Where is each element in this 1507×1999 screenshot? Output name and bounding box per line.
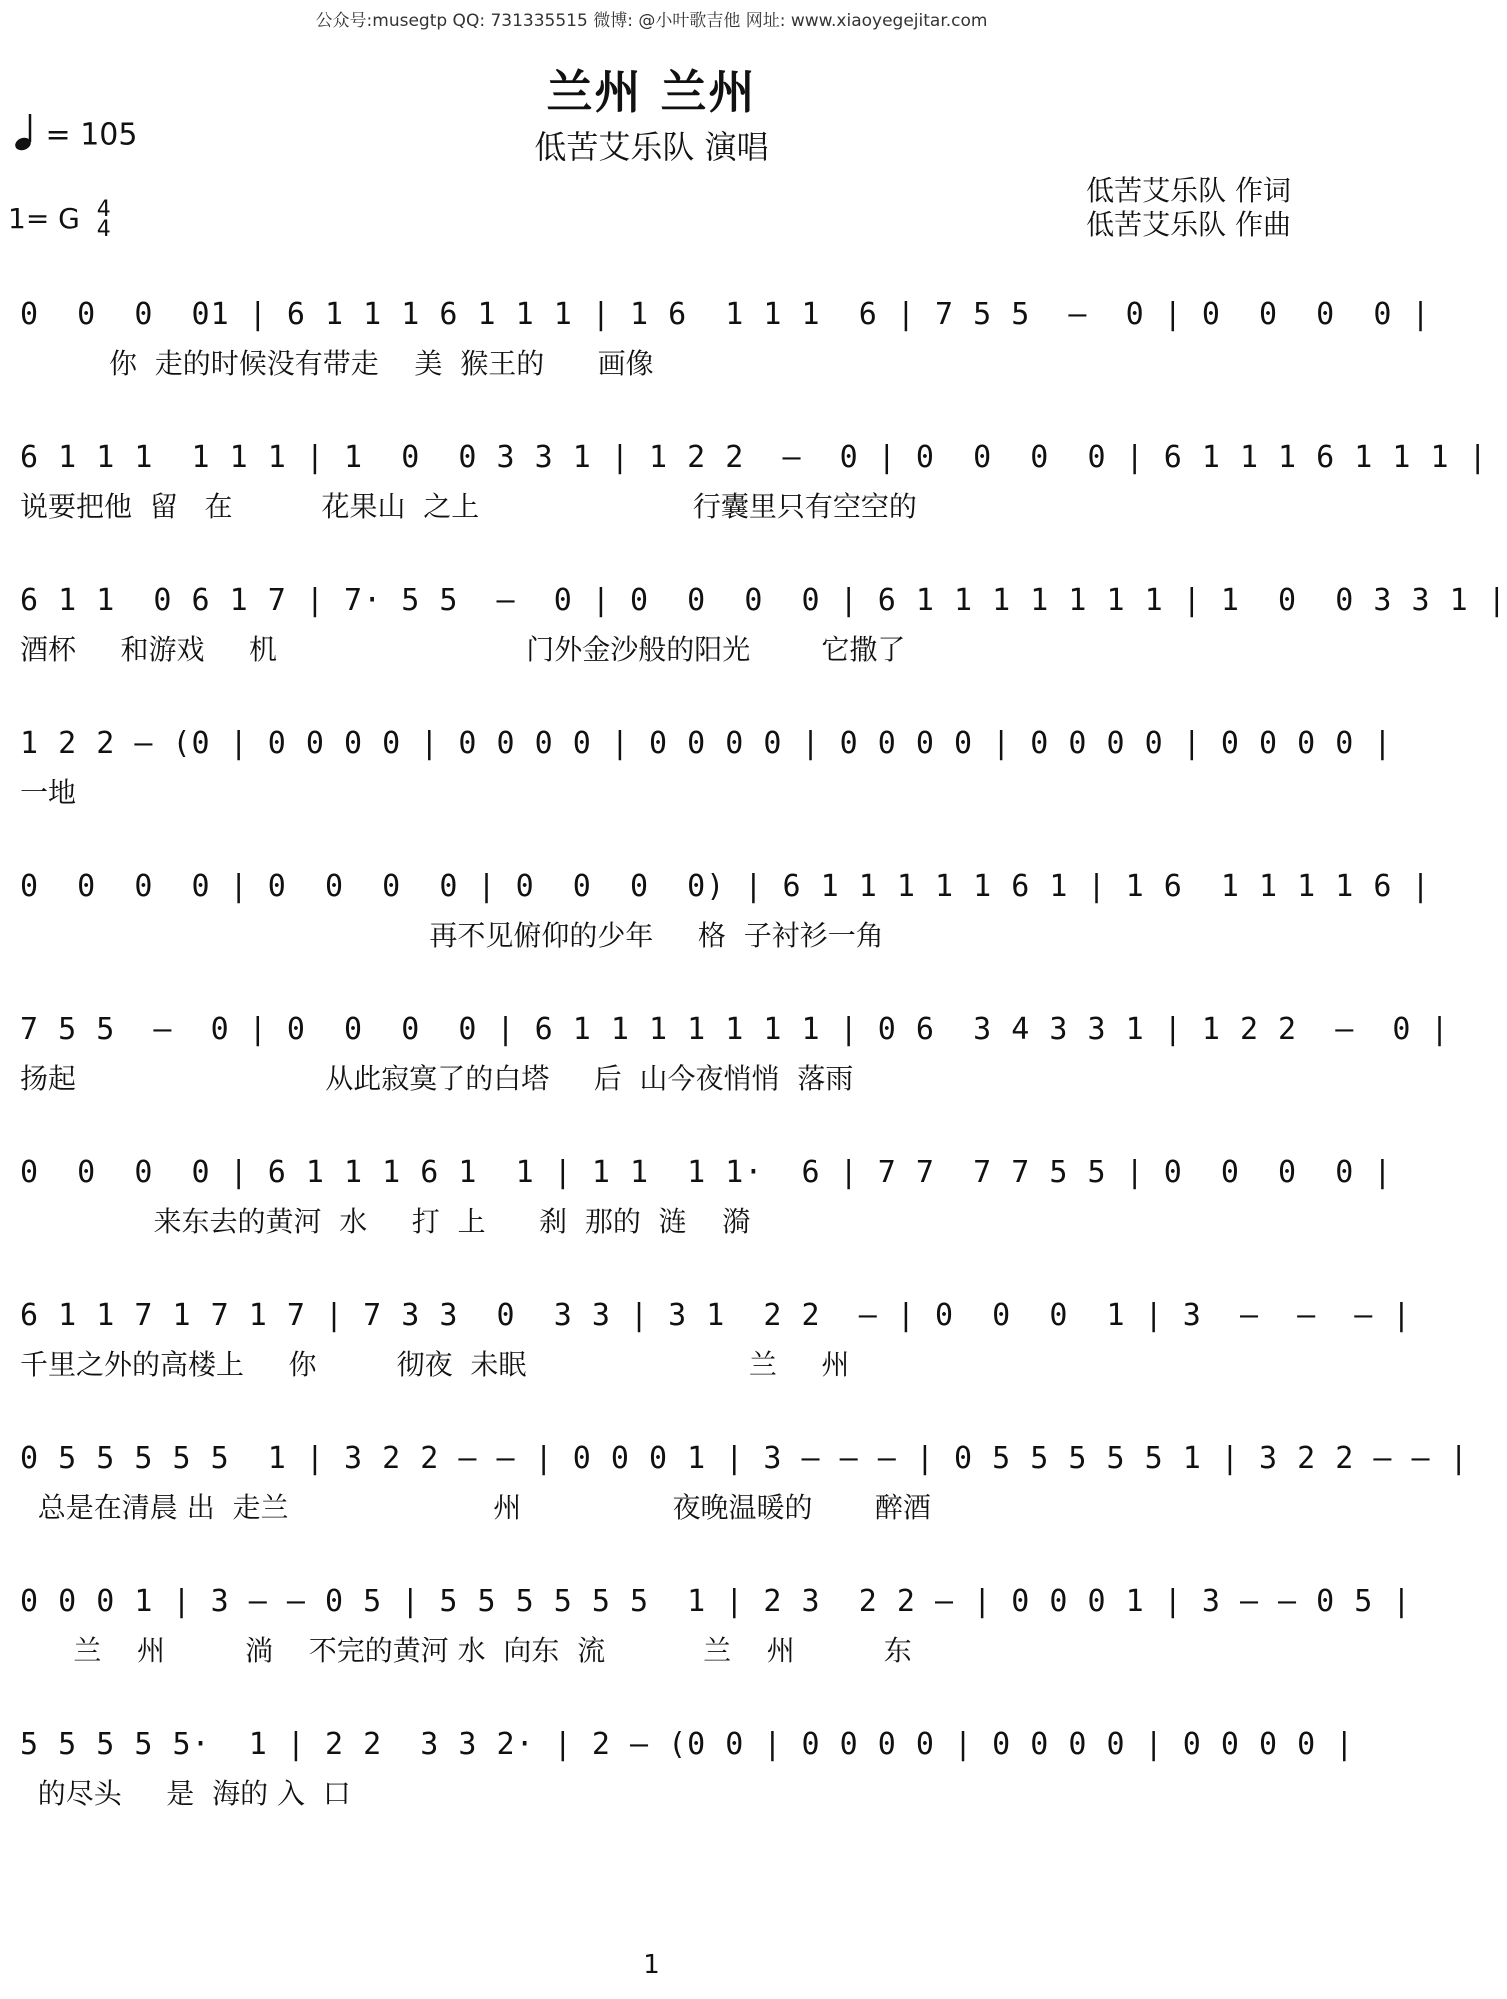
- lyrics-line: 来东去的黄河 水 打 上 刹 那的 涟 漪: [20, 1205, 751, 1238]
- notation-line: 0 0 0 1 | 3 – – 0 5 | 5 5 5 5 5 5 1 | 2 3 2 2 – | 0 0 0 1 | 3 – – 0 5 |: [20, 1584, 1412, 1619]
- score-system: [20, 576, 1507, 676]
- score-system: [20, 1577, 1412, 1677]
- score-system: [20, 433, 1488, 533]
- notation-line: 7 5 5 – 0 | 0 0 0 0 | 6 1 1 1 1 1 1 1 | 0 6 3 4 3 3 1 | 1 2 2 – 0 |: [20, 1012, 1450, 1047]
- notation-line: 5 5 5 5 5· 1 | 2 2 3 3 2· | 2 – (0 0 | 0 0 0 0 | 0 0 0 0 | 0 0 0 0 |: [20, 1727, 1355, 1762]
- score-system: [20, 1291, 1412, 1391]
- lyrics-credit: 低苦艾乐队 作词: [1086, 174, 1291, 207]
- notation-line: 0 5 5 5 5 5 1 | 3 2 2 – – | 0 0 0 1 | 3 – – – | 0 5 5 5 5 5 1 | 3 2 2 – – |: [20, 1441, 1469, 1476]
- lyrics-line: 总是在清晨 出 走兰 州 夜晚温暖的 醉酒: [20, 1491, 931, 1524]
- tempo-marking: [14, 112, 137, 160]
- score-system: [20, 719, 1393, 819]
- tempo-value: = 105: [45, 117, 138, 153]
- score-system: [20, 862, 1431, 962]
- notation-line: 0 0 0 0 | 0 0 0 0 | 0 0 0 0) | 6 1 1 1 1 1 6 1 | 1 6 1 1 1 1 6 |: [20, 869, 1431, 904]
- key-label: 1= G: [8, 202, 80, 235]
- score-system: [20, 1148, 1393, 1248]
- music-credit: 低苦艾乐队 作曲: [1086, 208, 1291, 241]
- time-signature: [96, 197, 111, 242]
- notation-line: 6 1 1 0 6 1 7 | 7· 5 5 – 0 | 0 0 0 0 | 6 1 1 1 1 1 1 1 | 1 0 0 3 3 1 |: [20, 583, 1507, 618]
- lyrics-line: 的尽头 是 海的 入 口: [20, 1777, 351, 1810]
- notation-line: 0 0 0 0 | 6 1 1 1 6 1 1 | 1 1 1 1· 6 | 7 7 7 7 5 5 | 0 0 0 0 |: [20, 1155, 1393, 1190]
- credits: [1086, 174, 1291, 242]
- lyrics-line: 一地: [20, 776, 77, 809]
- lyrics-line: 兰 州 淌 不完的黄河 水 向东 流 兰 州 东: [20, 1634, 912, 1667]
- page-number: 1: [643, 1950, 660, 1980]
- header-line: 公众号:musegtp QQ: 731335515 微博: @小叶歌吉他 网址: www.xiaoyegejitar.com: [315, 11, 988, 31]
- lyrics-line: 你 走的时候没有带走 美 猴王的 画像: [20, 347, 654, 380]
- lyrics-line: 酒杯 和游戏 机 门外金沙般的阳光 它撒了: [20, 633, 906, 666]
- notation-line: 6 1 1 7 1 7 1 7 | 7 3 3 0 3 3 | 3 1 2 2 – | 0 0 0 1 | 3 – – – |: [20, 1298, 1412, 1333]
- score-system: [20, 290, 1431, 390]
- score-system: [20, 1720, 1355, 1820]
- notation-line: 0 0 0 01 | 6 1 1 1 6 1 1 1 | 1 6 1 1 1 6 | 7 5 5 – 0 | 0 0 0 0 |: [20, 297, 1431, 332]
- singer-line: 低苦艾乐队 演唱: [534, 128, 769, 166]
- score-system: [20, 1434, 1469, 1534]
- lyrics-line: 再不见俯仰的少年 格 子衬衫一角: [20, 919, 884, 952]
- notation-line: 1 2 2 – (0 | 0 0 0 0 | 0 0 0 0 | 0 0 0 0 | 0 0 0 0 | 0 0 0 0 | 0 0 0 0 |: [20, 726, 1393, 761]
- key-signature: [8, 197, 111, 242]
- lyrics-line: 扬起 从此寂寞了的白塔 后 山今夜悄悄 落雨: [20, 1062, 854, 1095]
- time-sig-bottom: 4: [96, 217, 111, 242]
- lyrics-line: 说要把他 留 在 花果山 之上 行囊里只有空空的: [20, 490, 917, 523]
- time-sig-top: 4: [96, 197, 111, 222]
- quarter-note-icon: [14, 112, 36, 160]
- notation-line: 6 1 1 1 1 1 1 | 1 0 0 3 3 1 | 1 2 2 – 0 | 0 0 0 0 | 6 1 1 1 6 1 1 1 |: [20, 440, 1488, 475]
- song-title: 兰州 兰州: [546, 65, 757, 119]
- lyrics-line: 千里之外的高楼上 你 彻夜 未眠 兰 州: [20, 1348, 850, 1381]
- score-system: [20, 1005, 1450, 1105]
